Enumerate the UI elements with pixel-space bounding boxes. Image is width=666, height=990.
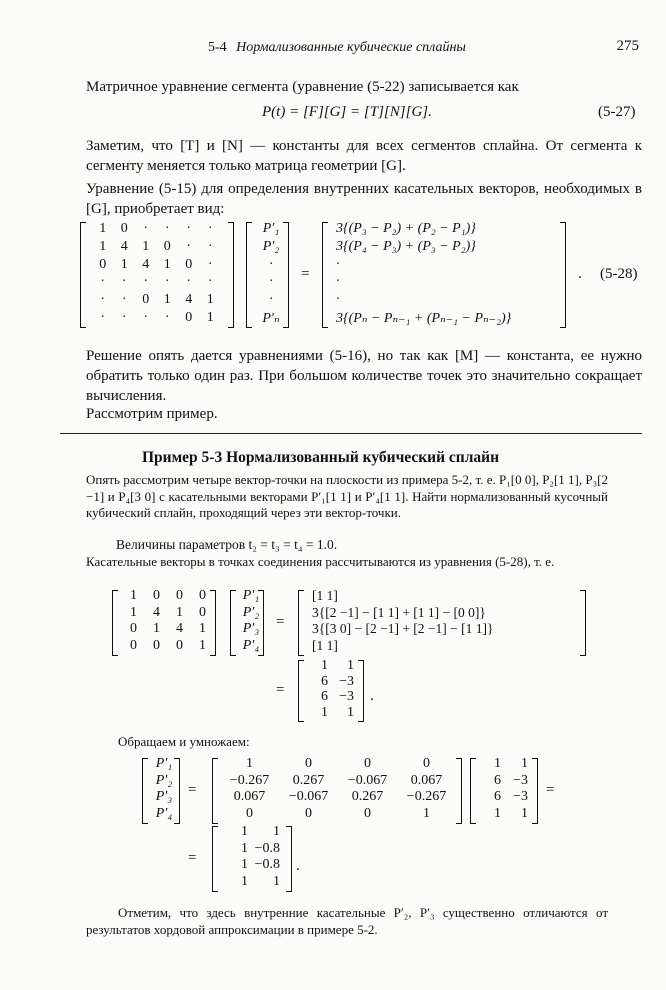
matrix-cell: 0	[176, 637, 183, 653]
matrix-cell: P′₄	[242, 637, 260, 653]
matrix-cell: ·	[143, 221, 149, 236]
matrix-cell: ·	[336, 274, 340, 290]
matrix-cell: 1	[246, 756, 253, 771]
equals-sign-2: =	[276, 682, 285, 698]
matrix-cell: 4	[185, 292, 193, 308]
equation-number-5-28: (5-28)	[600, 266, 638, 282]
equals-sign: =	[301, 266, 310, 282]
inverse-matrix	[220, 756, 456, 824]
matrix-cell: ·	[207, 256, 213, 272]
matrix-cell: 1	[199, 621, 206, 636]
matrix-cell: ·	[207, 274, 213, 290]
matrix-cell: 0	[130, 621, 137, 636]
matrix-cell: 0	[185, 256, 193, 272]
example-heading: Пример 5-3 Нормализованный кубический сплайн	[142, 449, 500, 466]
matrix-cell: 3{(P₄ − P₃) + (P₃ − P₂)}	[336, 238, 476, 254]
matrix-cell: 0.067	[410, 772, 443, 788]
matrix-cell: ·	[207, 221, 213, 236]
matrix-cell: ·	[269, 256, 273, 272]
matrix-cell: 0	[305, 756, 312, 771]
matrix-cell: 1	[321, 704, 328, 720]
matrix-cell: ·	[269, 274, 273, 290]
matrix-cell: ·	[186, 221, 192, 236]
matrix-cell: P′₂	[155, 772, 173, 788]
matrix-cell: 1	[206, 292, 214, 308]
matrix-cell: 1	[347, 704, 354, 720]
coefficient-matrix-4x4	[122, 588, 214, 656]
matrix-cell: P′₁	[262, 221, 280, 236]
matrix-cell: 1	[199, 637, 206, 653]
rhs-matrix-copy	[478, 756, 534, 824]
matrix-cell: 0	[163, 238, 171, 254]
matrix-cell: 1	[176, 604, 183, 620]
paragraph-example-intro: Рассмотрим пример.	[86, 406, 218, 422]
matrix-cell: 1	[163, 292, 171, 308]
equation-5-27: P(t) = [F][G] = [T][N][G].	[262, 104, 432, 120]
matrix-cell: 1	[273, 824, 280, 839]
matrix-cell: 0	[423, 756, 430, 771]
matrix-cell: 6	[494, 772, 501, 788]
matrix-cell: P′₂	[262, 238, 280, 254]
matrix-cell: ·	[164, 221, 170, 236]
matrix-cell: ·	[100, 274, 106, 290]
paragraph-solution: Решение опять дается уравнениями (5-16), но так как [M] — константа, ее нужно обратить только один раз. При большом количестве точек это значительно сокращает вычисления.	[86, 348, 642, 404]
matrix-cell: ·	[143, 274, 149, 290]
matrix-cell: 6	[494, 789, 501, 804]
matrix-cell: 0	[153, 637, 160, 653]
matrix-cell: 1	[494, 756, 501, 771]
v1-bracket-left	[230, 590, 236, 656]
matrix-cell: 1	[130, 604, 137, 620]
matrix-cell: 0.267	[351, 789, 384, 804]
matrix-cell: ·	[336, 256, 340, 272]
matrix-cell: 4	[120, 238, 128, 254]
divider-rule	[60, 433, 642, 434]
matrix-cell: ·	[143, 310, 149, 325]
matrix-cell: 1	[521, 756, 528, 771]
matrix-cell: 0	[185, 310, 193, 325]
matrix-cell: −0.8	[254, 840, 280, 856]
matrix-cell: ·	[269, 292, 273, 308]
tangent-vector	[258, 221, 284, 329]
matrix-cell: 1	[241, 873, 248, 889]
matrix-cell: −0.267	[406, 789, 447, 804]
matrix-cell: −0.067	[347, 772, 388, 788]
matrix-cell: 1	[99, 238, 107, 254]
matrix-cell: 0.067	[233, 789, 266, 804]
matrix-cell: 0	[364, 756, 371, 771]
period-1: .	[370, 688, 374, 704]
period-2: .	[296, 858, 300, 874]
matrix-bracket-right	[228, 222, 234, 328]
matrix-cell: 1	[142, 238, 150, 254]
matrix-cell: ·	[164, 310, 170, 325]
matrix-cell: 3{[3 0] − [2 −1] + [2 −1] − [1 1]}	[312, 621, 494, 636]
result-matrix-1	[306, 658, 362, 722]
matrix-cell: −3	[513, 772, 528, 788]
example-tangent-note: Касательные векторы в точках соединения рассчитываются из уравнения (5-28), т. е.	[86, 554, 555, 569]
matrix-cell: 1	[206, 310, 214, 325]
matrix-cell: P′₃	[155, 789, 173, 804]
result-matrix-2	[220, 824, 286, 892]
matrix-cell: 1	[241, 824, 248, 839]
equals-sign-1: =	[276, 614, 285, 630]
matrix-cell: 3{(P₃ − P₂) + (P₂ − P₁)}	[336, 221, 476, 236]
paragraph-constants: Заметим, что [T] и [N] — константы для всех сегментов сплайна. От сегмента к сегменту меняется только матрица геометрии [G].	[86, 138, 642, 174]
page-number: 275	[616, 38, 639, 54]
matrix-cell: 1	[153, 621, 160, 636]
matrix-cell: 6	[321, 689, 328, 704]
matrix-cell: −3	[339, 689, 354, 704]
matrix-cell: 1	[321, 658, 328, 673]
section-title: Нормализованные кубические сплайны	[236, 40, 466, 55]
matrix-cell: 0	[176, 588, 183, 603]
matrix-cell: 0	[99, 256, 107, 272]
res2-bracket-left	[212, 826, 218, 892]
equals-sign-4: =	[546, 782, 555, 798]
matrix-cell: 1	[120, 256, 128, 272]
matrix-cell: 0	[305, 805, 312, 821]
matrix-cell: ·	[186, 274, 192, 290]
matrix-cell: P′₁	[242, 588, 260, 603]
matrix-cell: 0	[199, 604, 206, 620]
matrix-cell: ·	[186, 238, 192, 254]
equals-sign-5: =	[188, 850, 197, 866]
matrix-cell: ·	[100, 292, 106, 308]
inv-bracket-right	[456, 758, 462, 824]
matrix-cell: ·	[121, 310, 127, 325]
matrix-cell: P′ₙ	[262, 311, 280, 326]
matrix-cell: 0	[246, 805, 253, 821]
res2-bracket-right	[286, 826, 292, 892]
rhs-vector-4	[312, 588, 582, 656]
matrix-cell: 4	[176, 621, 183, 636]
matrix-cell: 1	[347, 658, 354, 673]
matrix-cell: 1	[521, 805, 528, 821]
rhs-vector	[336, 221, 556, 329]
matrix-cell: −3	[513, 789, 528, 804]
matrix-cell: 1	[99, 221, 107, 236]
matrix-cell: 0.267	[292, 772, 325, 788]
matrix-cell: 0	[153, 588, 160, 603]
running-header	[208, 40, 466, 56]
tangent-vector-4	[240, 588, 262, 656]
example-statement: Опять рассмотрим четыре вектор-точки на плоскости из примера 5-2, т. е. P₁[0 0], P₂[1 1], P₃[2 −1] и P₄[3 0] с касательными векторами P′₁[1 1] и P′₄[1 1]. Найти нормализованный кусочный кубический сплайн, проходящий через эти вектор-точки.	[86, 472, 608, 520]
inv-bracket-left	[212, 758, 218, 824]
matrix-cell: 1	[423, 805, 430, 821]
v2-bracket-left	[142, 758, 148, 824]
matrix-cell: 3{[2 −1] − [1 1] + [1 1] − [0 0]}	[312, 604, 486, 620]
equation-number-5-27: (5-27)	[598, 104, 636, 120]
matrix-cell: 6	[321, 673, 328, 689]
matrix-cell: −3	[339, 673, 354, 689]
res1b-bracket-left	[470, 758, 476, 824]
paragraph-tangent-eq: Уравнение (5-15) для определения внутренних касательных векторов, необходимых в [G], приобретает вид:	[86, 181, 642, 217]
example-parameters: Величины параметров t₂ = t₃ = t₄ = 1.0.	[116, 537, 338, 552]
section-number: 5-4	[208, 40, 227, 55]
closing-remark: Отметим, что здесь внутренние касательные P′₂, P′₃ существенно отличаются от результатов хордовой аппроксимации в примере 5-2.	[86, 905, 608, 937]
rhs1-bracket-left	[298, 590, 304, 656]
m1-bracket-left	[112, 590, 118, 656]
matrix-cell: 4	[153, 604, 160, 620]
matrix-cell: 1	[241, 857, 248, 872]
matrix-cell: ·	[100, 310, 106, 325]
matrix-cell: 4	[142, 256, 150, 272]
matrix-cell: P′₂	[242, 604, 260, 620]
matrix-cell: 3{(Pₙ − Pₙ₋₁ + (Pₙ₋₁ − Pₙ₋₂)}	[336, 311, 512, 326]
matrix-cell: ·	[121, 274, 127, 290]
equals-sign-3: =	[188, 782, 197, 798]
matrix-cell: ·	[207, 238, 213, 254]
tangent-vector-result	[152, 756, 176, 824]
matrix-cell: −0.267	[229, 772, 270, 788]
matrix-cell: −0.067	[288, 789, 329, 804]
matrix-cell: 1	[494, 805, 501, 821]
matrix-cell: 1	[273, 873, 280, 889]
matrix-cell: 0	[364, 805, 371, 821]
matrix-cell: ·	[336, 292, 340, 308]
equation-period: .	[578, 266, 582, 282]
matrix-cell: P′₁	[155, 756, 173, 771]
matrix-cell: 0	[142, 292, 150, 308]
rhs-bracket-right	[560, 222, 566, 328]
matrix-cell: −0.8	[254, 857, 280, 872]
matrix-cell: 0	[120, 221, 128, 236]
matrix-cell: 1	[130, 588, 137, 603]
matrix-cell: 0	[130, 637, 137, 653]
matrix-cell: ·	[121, 292, 127, 308]
matrix-cell: P′₃	[242, 621, 260, 636]
matrix-cell: 0	[199, 588, 206, 603]
matrix-cell: [1 1]	[312, 588, 338, 603]
coefficient-matrix	[92, 221, 228, 329]
vector-bracket-left	[246, 222, 252, 328]
matrix-cell: [1 1]	[312, 637, 338, 653]
matrix-cell: P′₄	[155, 805, 173, 821]
paragraph-intro: Матричное уравнение сегмента (уравнение (5-22) записывается как	[86, 79, 519, 95]
matrix-bracket-left	[80, 222, 86, 328]
matrix-cell: 1	[241, 840, 248, 856]
matrix-cell: 1	[163, 256, 171, 272]
invert-multiply-text: Обращаем и умножаем:	[118, 734, 250, 749]
rhs-bracket-left	[322, 222, 328, 328]
res1-bracket-left	[298, 660, 304, 722]
matrix-cell: ·	[164, 274, 170, 290]
